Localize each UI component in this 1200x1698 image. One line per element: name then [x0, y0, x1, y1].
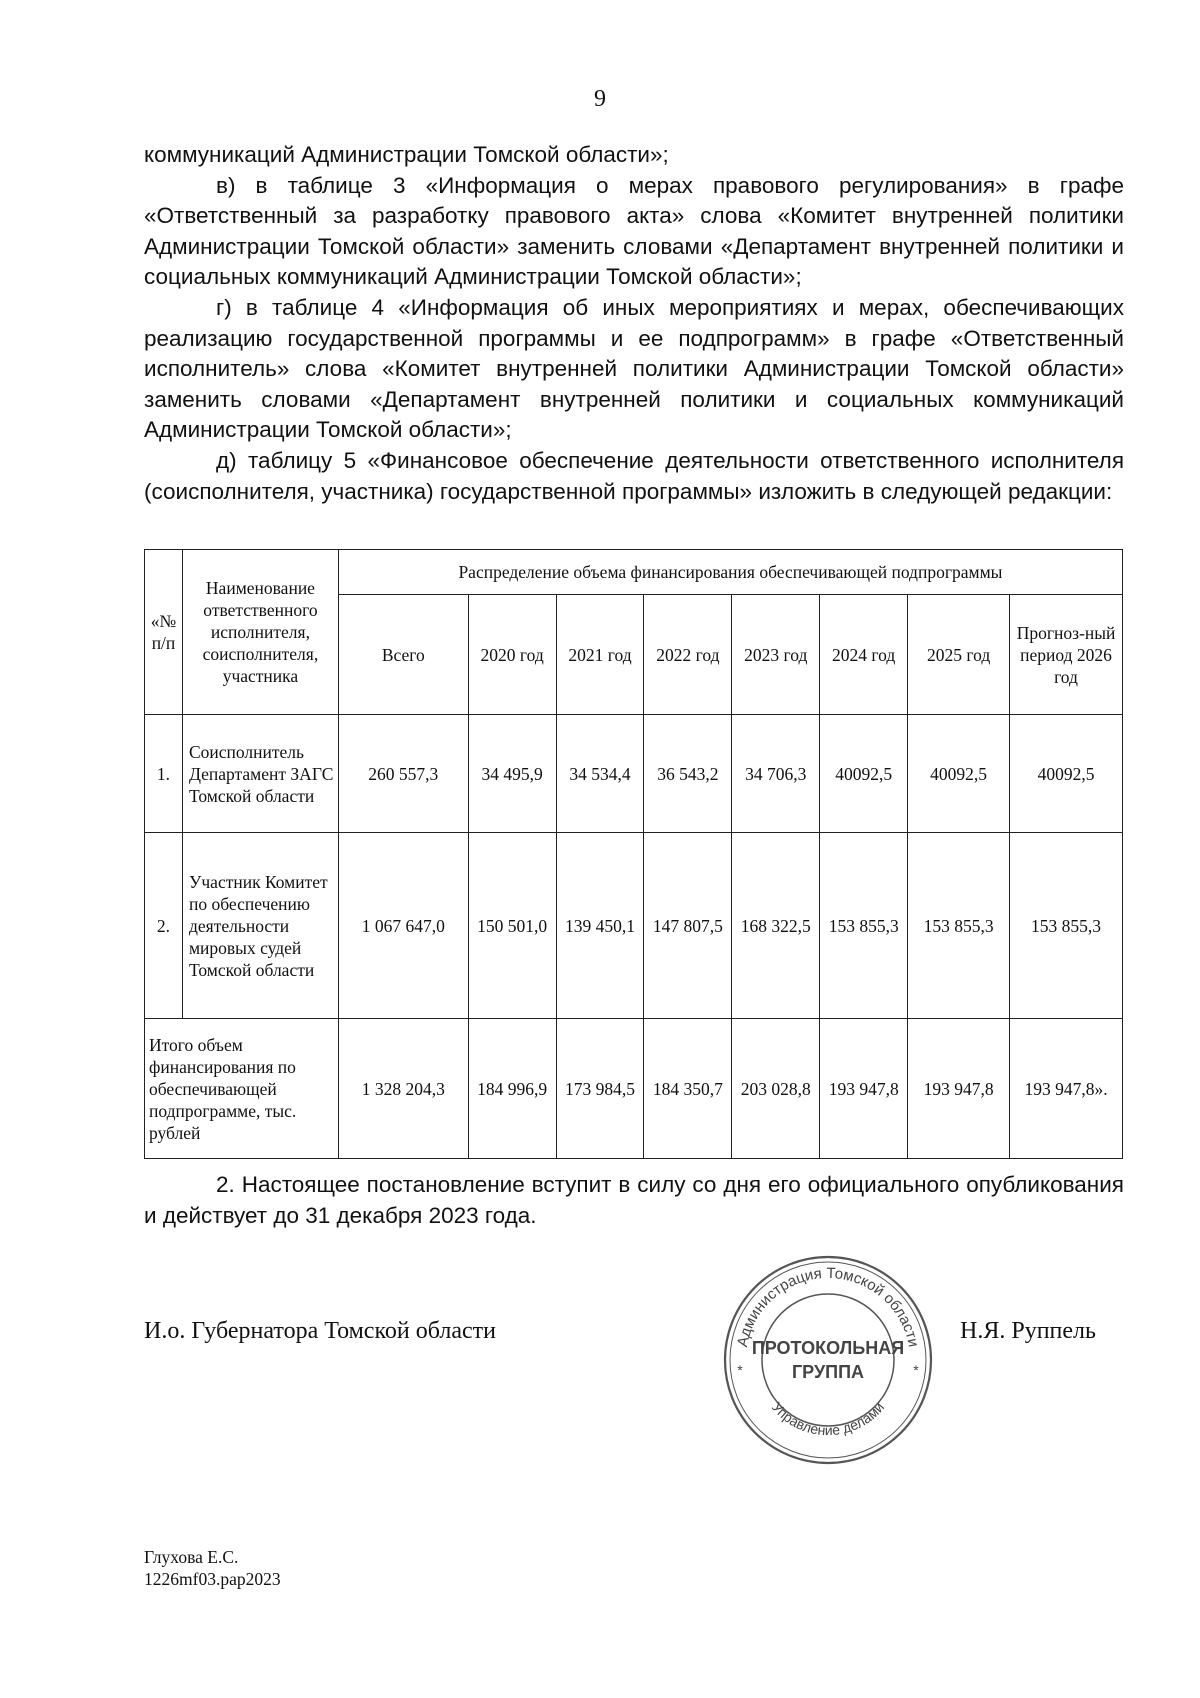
paragraph-item-v: в) в таблице 3 «Информация о мерах правового регулирования» в графе «Ответственный за разработку правового акта» слова «Комитет внутренней политики Администрации Томской области» заменить словами «Департамент внутренней политики и социальных коммуникаций Администрации Томской области»;: [144, 172, 1124, 290]
stamp-star-right: *: [913, 1362, 919, 1378]
cell-total: 260 557,3: [338, 715, 468, 833]
body-text: [144, 140, 1124, 507]
stamp-center-line1: ПРОТОКОЛЬНАЯ: [751, 1338, 905, 1358]
cell-2023: 34 706,3: [732, 715, 820, 833]
cell-2020: 150 501,0: [468, 833, 556, 1019]
header-2023: 2023 год: [732, 595, 820, 715]
cell-total: 1 067 647,0: [338, 833, 468, 1019]
cell-2023: 168 322,5: [732, 833, 820, 1019]
total-all: 1 328 204,3: [338, 1019, 468, 1159]
row-number: 2.: [145, 833, 183, 1019]
cell-2024: 40092,5: [820, 715, 908, 833]
cell-2020: 34 495,9: [468, 715, 556, 833]
signatory-name: Н.Я. Руппель: [960, 1318, 1096, 1344]
table-total-row: [145, 1019, 1123, 1159]
cell-2021: 139 450,1: [556, 833, 644, 1019]
header-2020: 2020 год: [468, 595, 556, 715]
cell-2021: 34 534,4: [556, 715, 644, 833]
header-total: Всего: [338, 595, 468, 715]
total-2024: 193 947,8: [820, 1019, 908, 1159]
section-2-effective-date: 2. Настоящее постановление вступит в силу со дня его официального опубликования и действует до 31 декабря 2023 года.: [144, 1172, 1124, 1228]
paragraph-item-g: г) в таблице 4 «Информация об иных мероприятиях и мерах, обеспечивающих реализацию государственной программы и ее подпрограмм» в графе «Ответственный исполнитель» слова «Комитет внутренней политики Администрации Томской области» заменить словами «Департамент внутренней политики и социальных коммуникаций Администрации Томской области»;: [144, 294, 1124, 443]
official-stamp: [718, 1250, 938, 1470]
paragraph-continuation: коммуникаций Администрации Томской области»;: [144, 142, 669, 167]
stamp-top-text: Администрация Томской области: [734, 1264, 922, 1349]
header-2022: 2022 год: [644, 595, 732, 715]
cell-2026: 40092,5: [1010, 715, 1123, 833]
page-number: 9: [594, 86, 606, 112]
document-code: 1226mf03.pap2023: [144, 1569, 281, 1589]
total-2022: 184 350,7: [644, 1019, 732, 1159]
table-row: [145, 833, 1123, 1019]
cell-2024: 153 855,3: [820, 833, 908, 1019]
row-executor: Участник Комитет по обеспечению деятельности мировых судей Томской области: [182, 833, 338, 1019]
header-number: «№ п/п: [145, 550, 183, 715]
header-2025: 2025 год: [908, 595, 1010, 715]
executor-name: Глухова Е.С.: [144, 1547, 239, 1567]
row-executor: Соисполнитель Департамент ЗАГС Томской области: [182, 715, 338, 833]
header-2024: 2024 год: [820, 595, 908, 715]
stamp-center-line2: ГРУППА: [791, 1362, 865, 1382]
stamp-star-left: *: [737, 1362, 743, 1378]
total-label: Итого объем финансирования по обеспечивающей подпрограмме, тыс. рублей: [145, 1019, 339, 1159]
executor-block: [144, 1546, 281, 1590]
cell-2026: 153 855,3: [1010, 833, 1123, 1019]
total-2021: 173 984,5: [556, 1019, 644, 1159]
header-distribution: Распределение объема финансирования обеспечивающей подпрограммы: [338, 550, 1122, 595]
cell-2022: 36 543,2: [644, 715, 732, 833]
financing-table: [144, 549, 1123, 1159]
row-number: 1.: [145, 715, 183, 833]
stamp-bottom-text: Управление делами: [768, 1398, 888, 1439]
total-2025: 193 947,8: [908, 1019, 1010, 1159]
cell-2022: 147 807,5: [644, 833, 732, 1019]
header-forecast-2026: Прогноз-ный период 2026 год: [1010, 595, 1123, 715]
header-2021: 2021 год: [556, 595, 644, 715]
total-2023: 203 028,8: [732, 1019, 820, 1159]
total-2020: 184 996,9: [468, 1019, 556, 1159]
cell-2025: 40092,5: [908, 715, 1010, 833]
cell-2025: 153 855,3: [908, 833, 1010, 1019]
header-executor-name: Наименование ответственного исполнителя, соисполнителя, участника: [182, 550, 338, 715]
table-row: [145, 715, 1123, 833]
total-2026: 193 947,8».: [1010, 1019, 1123, 1159]
paragraph-item-d: д) таблицу 5 «Финансовое обеспечение деятельности ответственного исполнителя (соисполнителя, участника) государственной программы» изложить в следующей редакции:: [144, 447, 1124, 504]
signatory-title: И.о. Губернатора Томской области: [144, 1318, 496, 1344]
